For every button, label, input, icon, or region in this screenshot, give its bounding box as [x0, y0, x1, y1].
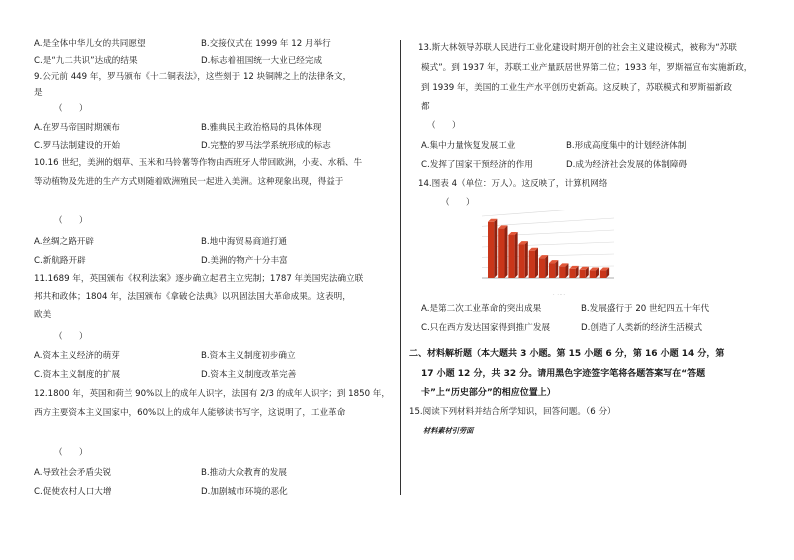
- bar: [569, 266, 578, 278]
- q10-option-c: C.新航路开辟: [34, 256, 86, 266]
- q13-stem-line1: 13.斯大林领导苏联人民进行工业化建设时期开创的社会主义建设模式，被称为“苏联: [418, 43, 737, 53]
- q14-stem: 14.图表 4（单位：万人）。这反映了，计算机网络: [418, 179, 608, 189]
- q13-option-b: B.形成高度集中的计划经济体制: [566, 141, 687, 151]
- bar-side: [504, 225, 507, 278]
- bar-front: [498, 228, 504, 278]
- column-divider: [400, 40, 401, 495]
- q10-stem-line1: 10.16 世纪，美洲的烟草、玉米和马铃薯等作物由西班牙人带回欧洲，小麦、水稻、牛: [34, 158, 363, 168]
- bar-side: [494, 219, 497, 278]
- q12-stem-line2: 西方主要资本主义国家中，60%以上的成年人能够读书写字，这说明了，工业革命: [34, 408, 346, 418]
- q9-option-a: A.在罗马帝国时期颁布: [34, 123, 120, 133]
- bar-chart-svg: [472, 210, 620, 294]
- bar-side: [525, 241, 528, 278]
- bar-side: [545, 255, 548, 278]
- bar-side: [515, 232, 518, 278]
- section2-heading-line2: 17 小题 12 分，共 32 分。请用黑色字迹签字笔将各题答案写在“答题: [421, 369, 706, 379]
- q8-option-b: B.交接仪式在 1999 年 12 月举行: [201, 39, 331, 49]
- bar-front: [600, 271, 606, 278]
- material-label: 材料素材引劳面: [423, 426, 474, 435]
- q12-option-d: D.加剧城市环境的恶化: [201, 487, 288, 497]
- q11-option-a: A.资本主义经济的萌芽: [34, 351, 120, 361]
- q8-option-a: A.是全体中华儿女的共同愿望: [34, 39, 146, 49]
- bar-front: [529, 251, 535, 278]
- q14-option-b: B.发展盛行于 20 世纪四五十年代: [581, 304, 710, 314]
- figure-4-chart: [472, 210, 620, 294]
- bar: [559, 263, 568, 278]
- q11-stem-line2: 邦共和政体；1804 年，法国颁布《拿破仑法典》以巩固法国大革命成果。这表明，: [34, 292, 351, 302]
- q14-option-d: D.创造了人类新的经济生活模式: [581, 323, 703, 333]
- bar-front: [519, 244, 525, 278]
- q11-stem-line1: 11.1689 年，英国颁布《权利法案》逐步确立起君主立宪制；1787 年美国宪法确立联: [34, 274, 364, 284]
- bar: [498, 225, 507, 278]
- q10-option-d: D.美洲的物产十分丰富: [201, 256, 288, 266]
- bar-front: [549, 263, 555, 278]
- q11-answer-paren: （ ）: [54, 332, 88, 342]
- bar: [529, 248, 538, 278]
- q13-stem-line3: 到 1939 年，美国的工业生产水平创历史新高。这反映了，苏联模式和罗斯福新政: [421, 83, 732, 93]
- bar: [539, 255, 548, 278]
- bar-front: [539, 258, 545, 278]
- q13-stem-line4: 都: [421, 102, 430, 112]
- q9-option-b: B.雅典民主政治格局的具体体现: [201, 123, 322, 133]
- q9-stem-line1: 9.公元前 449 年，罗马颁布《十二铜表法》，这些刻于 12 块铜牌之上的法律条文，: [34, 72, 352, 82]
- q12-stem-line1: 12.1800 年，英国和荷兰 90%以上的成年人识字，法国有 2/3 的成年人识字；到 1850 年，: [34, 389, 390, 399]
- q9-answer-paren: （ ）: [54, 104, 88, 114]
- q14-option-a: A.是第二次工业革命的突出成果: [421, 304, 542, 314]
- bar-front: [590, 271, 596, 278]
- bar-front: [559, 266, 565, 278]
- bar-front: [569, 269, 575, 278]
- q14-answer-paren: （ ）: [441, 198, 475, 208]
- section2-heading-line1: 二、材料解析题（本大题共 3 小题。第 15 小题 6 分，第 16 小题 14 分，第: [409, 349, 725, 359]
- section2-heading-line3: 卡”上“历史部分”的相应位置上）: [421, 388, 556, 398]
- bar: [580, 267, 589, 278]
- q9-option-d: D.完整的罗马法学系统形成的标志: [201, 141, 331, 151]
- q9-option-c: C.罗马法制建设的开始: [34, 141, 121, 151]
- q13-answer-paren: （ ）: [427, 121, 461, 131]
- q12-option-c: C.促使农村人口大增: [34, 487, 112, 497]
- q12-answer-paren: （ ）: [54, 448, 88, 458]
- q11-option-c: C.资本主义制度的扩展: [34, 370, 121, 380]
- q8-option-c: C.是“九二共识”达成的结果: [34, 56, 138, 66]
- q10-option-a: A.丝绸之路开辟: [34, 237, 95, 247]
- q13-option-a: A.集中力量恢复发展工业: [421, 141, 516, 151]
- q11-option-b: B.资本主义制度初步确立: [201, 351, 296, 361]
- bar: [549, 260, 558, 278]
- bar: [488, 219, 497, 278]
- q13-option-c: C.发挥了国家干预经济的作用: [421, 160, 533, 170]
- q15-stem: 15.阅读下列材料并结合所学知识，回答问题。（6 分）: [409, 407, 616, 417]
- q14-option-c: C.只在西方发达国家得到推广发展: [421, 323, 551, 333]
- bar: [508, 232, 517, 278]
- q13-option-d: D.成为经济社会发展的体制障碍: [566, 160, 688, 170]
- q9-stem-line2: 是: [34, 88, 43, 98]
- q10-answer-paren: （ ）: [54, 216, 88, 226]
- bar-front: [580, 270, 586, 278]
- q13-stem-line2: 模式”。到 1937 年，苏联工业产量跃居世界第二位；1933 年，罗斯福宣布实施新政，: [421, 63, 753, 73]
- q8-option-d: D.标志着祖国统一大业已经完成: [201, 56, 323, 66]
- bar-front: [508, 235, 514, 278]
- q10-stem-line2: 等动植物及先进的生产方式则随着欧洲殖民一起进入美洲。这种现象出现，得益于: [34, 177, 344, 187]
- q12-option-b: B.推动大众教育的发展: [201, 468, 287, 478]
- q10-option-b: B.地中海贸易商道打通: [201, 237, 287, 247]
- q11-stem-line3: 欧美: [34, 310, 52, 320]
- bar: [519, 241, 528, 278]
- q11-option-d: D.资本主义制度改革完善: [201, 370, 297, 380]
- bar-front: [488, 222, 494, 278]
- q12-option-a: A.导致社会矛盾尖锐: [34, 468, 112, 478]
- bar-side: [555, 260, 558, 278]
- bar-side: [535, 248, 538, 278]
